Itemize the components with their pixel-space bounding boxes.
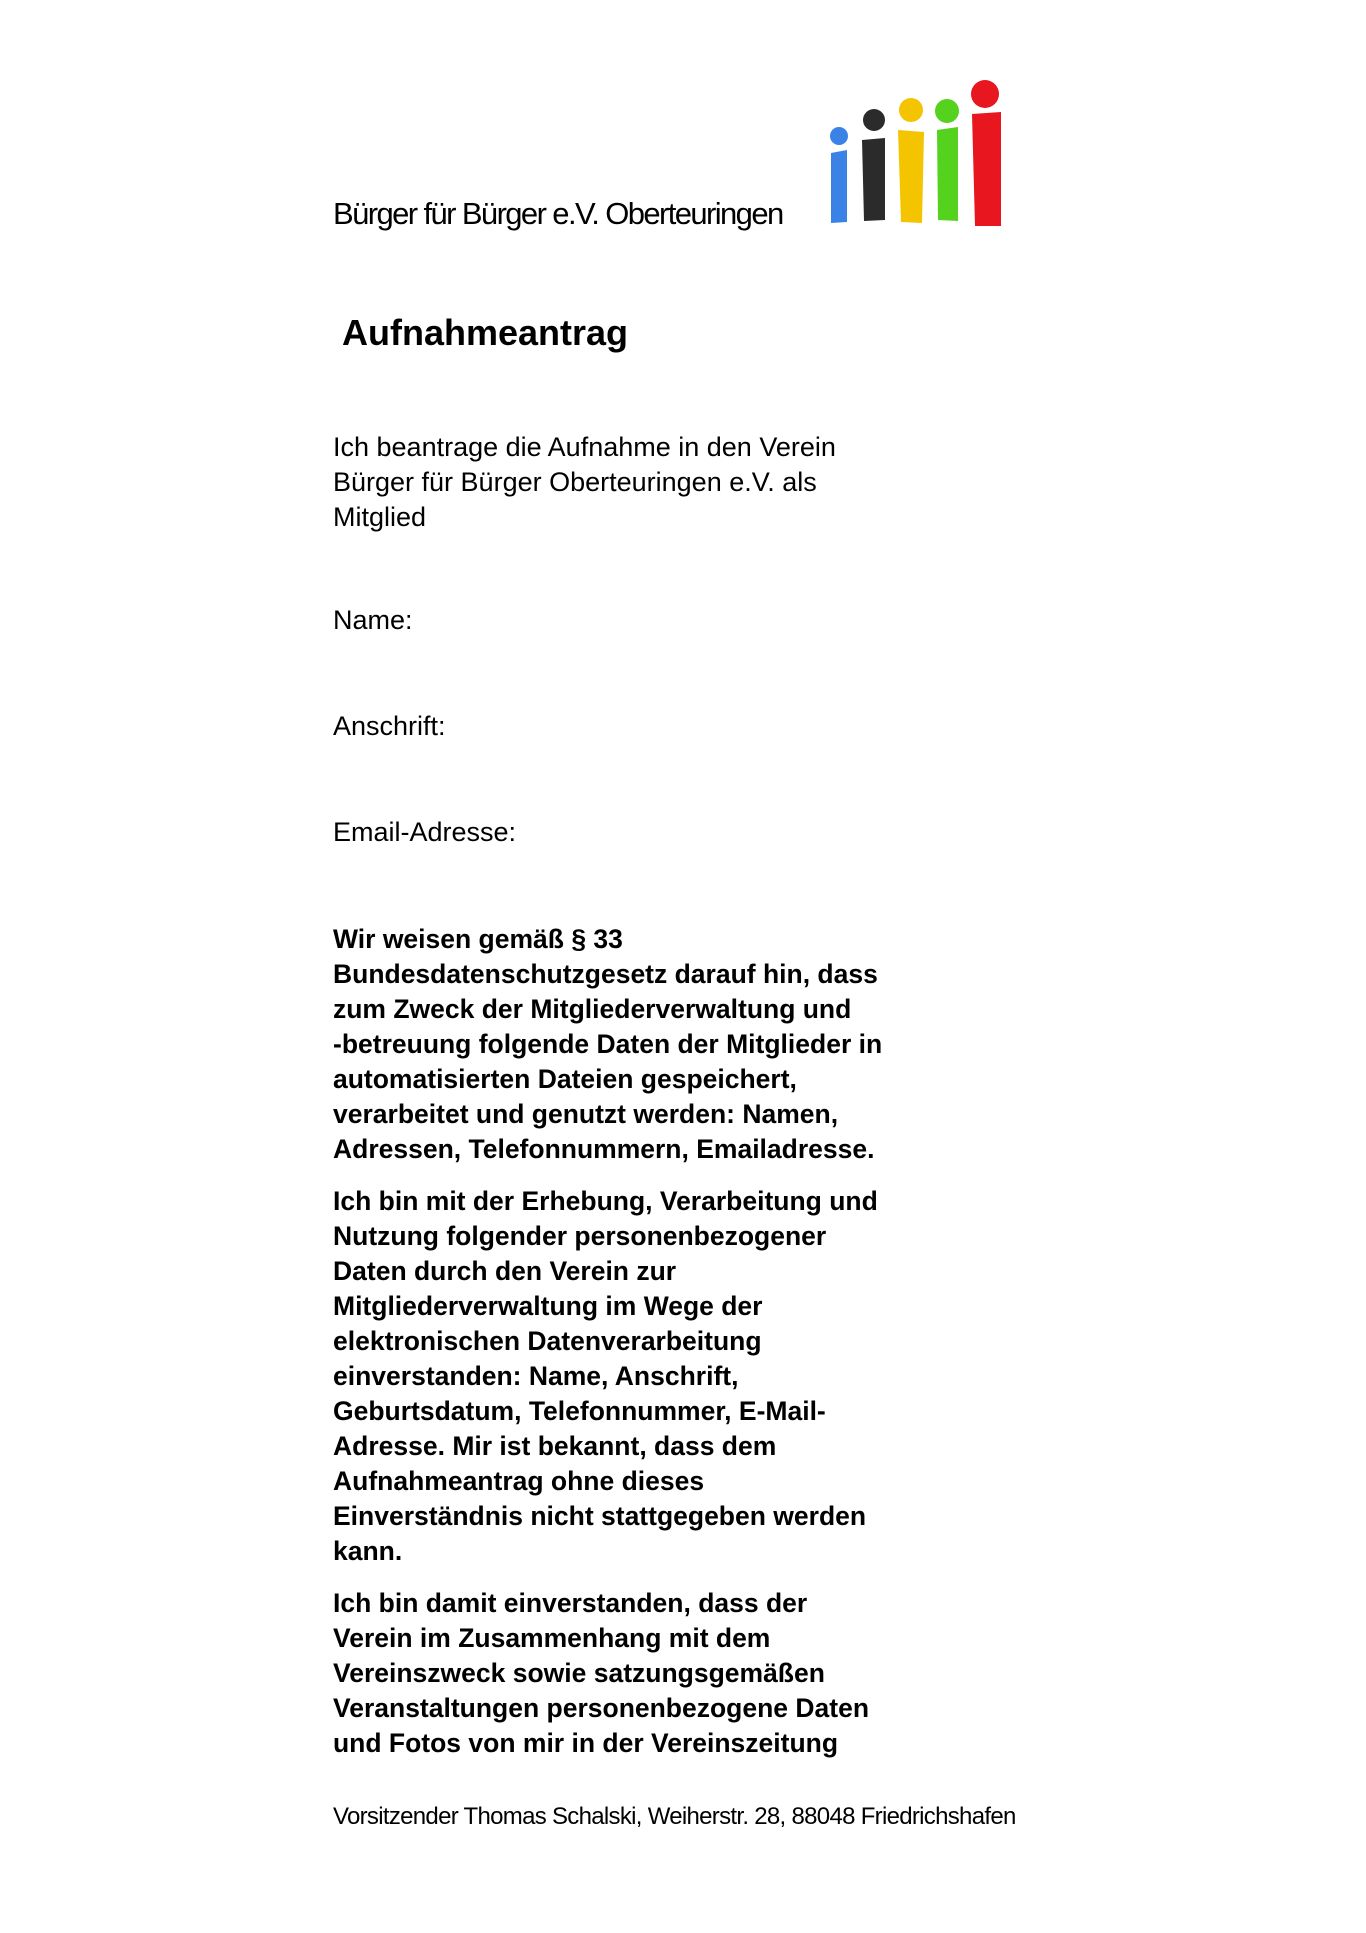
address-field-label: Anschrift: [333, 711, 446, 741]
form-title: Aufnahmeantrag [342, 312, 629, 353]
people-figures-logo-icon [826, 78, 1006, 228]
email-field-label: Email-Adresse: [333, 817, 517, 847]
intro-text: Ich beantrage die Aufnahme in den Verein Bürger für Bürger Oberteuringen e.V. als Mitglied [333, 432, 836, 532]
photo-consent-paragraph: Ich bin damit einverstanden, dass der Verein im Zusammenhang mit dem Vereinszweck sowie satzungsgemäßen Veranstaltungen personenbezogene Daten und Fotos von mir in der Vereinszeitung [333, 1588, 870, 1758]
org-name: Bürger für Bürger e.V. Oberteuringen [333, 196, 783, 231]
consent-paragraph: Ich bin mit der Erhebung, Verarbeitung und Nutzung folgender personenbezogener Daten durch den Verein zur Mitgliederverwaltung im Wege der elektronischen Datenverarbeitung einverstanden: Name, Anschrift, Geburtsdatum, Telefonnummer, E-Mail- Adresse. Mir ist bekannt, dass dem Aufnahmeantrag ohne dieses Einverständnis nicht stattgegeben werden kann. [333, 1186, 878, 1566]
footer-address: Vorsitzender Thomas Schalski, Weiherstr. 28, 88048 Friedrichshafen [333, 1803, 1016, 1830]
privacy-notice-paragraph: Wir weisen gemäß § 33 Bundesdatenschutzgesetz darauf hin, dass zum Zweck der Mitgliederverwaltung und -betreuung folgende Daten der Mitglieder in automatisierten Dateien gespeichert, verarbeitet und genutzt werden: Namen, Adressen, Telefonnummern, Emailadresse. [333, 924, 883, 1164]
name-field-label: Name: [333, 605, 413, 635]
